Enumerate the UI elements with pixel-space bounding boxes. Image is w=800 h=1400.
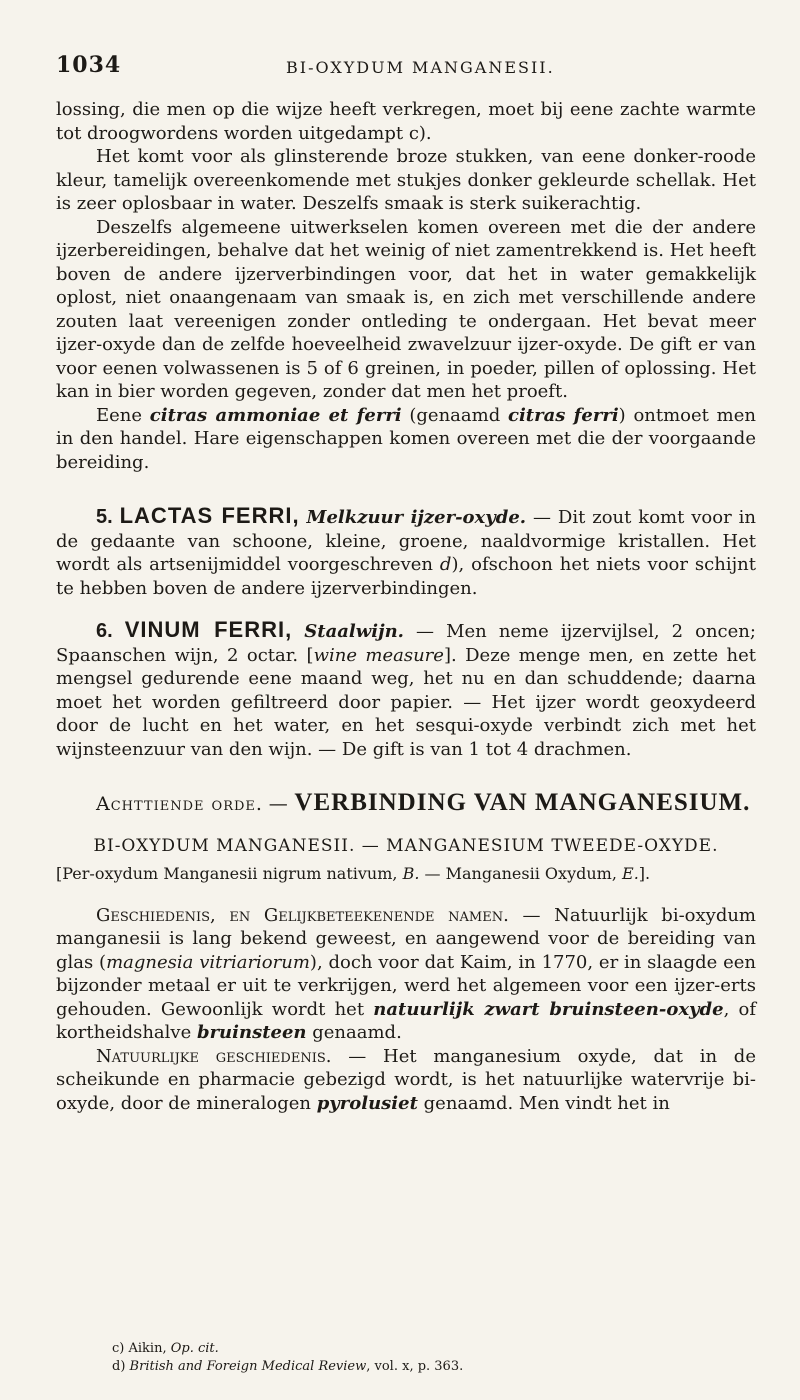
footnote-d-mark: d): [112, 1359, 126, 1374]
paragraph-citras: [56, 404, 756, 475]
synonyms-b: B.: [402, 864, 420, 883]
page-body: [56, 98, 756, 1115]
footnote-c: [112, 1340, 712, 1358]
history-text-b: ), doch voor dat Kaim, in 1770, er in slaagde een bijzonder metaal er uit te verkrijgen, werd het algemeen voor een ijzer-erts gehouden. Gewoonlijk wordt het: [56, 951, 756, 1020]
section6-bracket-note: wine measure: [313, 644, 444, 666]
history-text-c: , of kortheidshalve: [56, 998, 756, 1043]
order-label: Achttiende orde.: [96, 793, 263, 815]
history-text-a: — Natuurlijk bi-oxydum manganesii is lang bekend geweest, en aangewend voor de bereiding van glas (: [56, 904, 756, 973]
history-term-b: natuurlijk zwart bruinsteen-oxyde: [373, 998, 724, 1020]
order-heading: [56, 791, 756, 817]
section5-text: — Dit zout komt voor in de gedaante van schoone, kleine, groene, naaldvormige kristallen. Het wordt als artsenijmiddel voorgeschreven: [56, 507, 756, 575]
running-title: BI-OXYDUM MANGANESII.: [286, 58, 555, 77]
running-head: [56, 52, 756, 82]
history-text-d: genaamd.: [312, 1022, 402, 1043]
section5-text-end: , ofschoon het niets voor schijnt te hebben boven de andere ijzerverbindingen.: [56, 554, 756, 599]
section6-number: 6.: [96, 620, 113, 642]
footnote-c-text: Aikin,: [128, 1341, 167, 1356]
natural-history-text-b: genaamd. Men vindt het in: [423, 1092, 670, 1114]
page-number: 1034: [56, 52, 122, 78]
section6-text: — Men neme ijzervijlsel, 2 oncen; Spaanschen wijn, 2 octar. [: [56, 621, 756, 666]
paragraph-continuation: lossing, die men op die wijze heeft verkregen, moet bij eene zachte warmte tot droogwordens worden uitgedampt c).: [56, 99, 756, 144]
paragraph-natural-history: [56, 1045, 756, 1116]
subsection-synonyms: [56, 862, 756, 886]
synonyms-d: E.: [622, 864, 639, 883]
section5-number: 5.: [96, 506, 113, 528]
section5-title: LACTAS FERRI,: [119, 503, 300, 528]
citras-term-ammoniae: citras ammoniae et ferri: [149, 404, 402, 426]
footnote-d-text: , vol. x, p. 363.: [366, 1359, 464, 1374]
synonyms-a: [Per-oxydum Manganesii nigrum nativum,: [56, 864, 398, 883]
footnotes: [112, 1340, 712, 1376]
history-term-a: magnesia vitriariorum: [106, 951, 310, 973]
synonyms-c: — Manganesii Oxydum,: [424, 864, 617, 883]
synonyms-e: ].: [638, 864, 651, 883]
order-dash: —: [268, 793, 289, 815]
section-lactas-ferri: 5. LACTAS FERRI, Melkzuur ijzer-oxyde. — Dit zout komt voor in de gedaante van schoone, kleine, groene, naaldvormige kristallen. Het wordt als artsenijmiddel voorgeschreven d), ofschoon het niets voor schijnt te hebben boven de andere ijzerverbindingen.: [56, 503, 756, 599]
citras-text-start: Eene: [96, 404, 143, 426]
section6-title: VINUM FERRI,: [124, 617, 293, 642]
section6-text-end: ]. Deze menge men, en zette het mengsel gedurende eene maand weg, het nu en dan schuddende; daarna moet het worden gefiltreerd door papier. — Het ijzer wordt geoxydeerd door de lucht en het water, en het sesqui-oxyde verbindt zich met het wijnsteenzuur van den wijn. — De gift is van 1 tot 4 drachmen.: [56, 644, 757, 760]
footnote-d-ref: British and Foreign Medical Review: [129, 1359, 367, 1374]
paragraph-effects: Deszelfs algemeene uitwerkselen komen overeen met die der andere ijzerbereidingen, behalve dat het weinig of niet zamentrekkend is. Het heeft boven de andere ijzerverbindingen voor, dat het in water gemakkelijk oplost, niet onaangenaam van smaak is, en zich met verschillende andere zouten laat vereenigen zonder ontleding te ondergaan. Het bevat meer ijzer-oxyde dan de zelfde hoeveelheid zwavelzuur ijzer-oxyde. De gift er van voor eenen volwassenen is 5 of 6 greinen, in poeder, pillen of oplossing. Het kan in bier worden gegeven, zonder dat men het proeft.: [56, 216, 756, 402]
section-vinum-ferri: [56, 618, 756, 761]
citras-term-ferri: citras ferri: [507, 404, 619, 426]
order-title: VERBINDING VAN MANGANESIUM.: [294, 789, 751, 816]
history-term-c: bruinsteen: [196, 1022, 307, 1043]
natural-history-term: pyrolusiet: [316, 1092, 418, 1114]
citras-text-end: ) ontmoet men in den handel. Hare eigenschappen komen overeen met die der voorgaande bereiding.: [56, 404, 756, 473]
footnote-d: [112, 1358, 712, 1376]
subsection-title: BI-OXYDUM MANGANESII. — MANGANESIUM TWEEDE-OXYDE.: [93, 835, 719, 856]
natural-history-heading: Natuurlijke geschiedenis.: [96, 1045, 332, 1067]
footnote-c-mark: c): [112, 1341, 125, 1356]
section5-footnote-ref: d: [439, 554, 452, 575]
footnote-c-ref: Op. cit.: [170, 1341, 219, 1356]
section5-subtitle: Melkzuur ijzer-oxyde.: [306, 507, 527, 528]
natural-history-text-a: — Het manganesium oxyde, dat in de scheikunde en pharmacie gebezigd wordt, is het natuurlijke watervrije bi-oxyde, door de mineralogen: [56, 1045, 756, 1114]
citras-text-mid: (genaamd: [409, 404, 501, 426]
paragraph-history: [56, 904, 756, 1045]
section6-subtitle: Staalwijn.: [304, 621, 404, 642]
history-heading: Geschiedenis, en Gelijkbeteekenende namen.: [96, 904, 509, 926]
paragraph-appearance: Het komt voor als glinsterende broze stukken, van eene donker-roode kleur, tamelijk overeenkomende met stukjes donker gekleurde schellak. Het is zeer oplosbaar in water. Deszelfs smaak is sterk suikerachtig.: [56, 146, 756, 214]
